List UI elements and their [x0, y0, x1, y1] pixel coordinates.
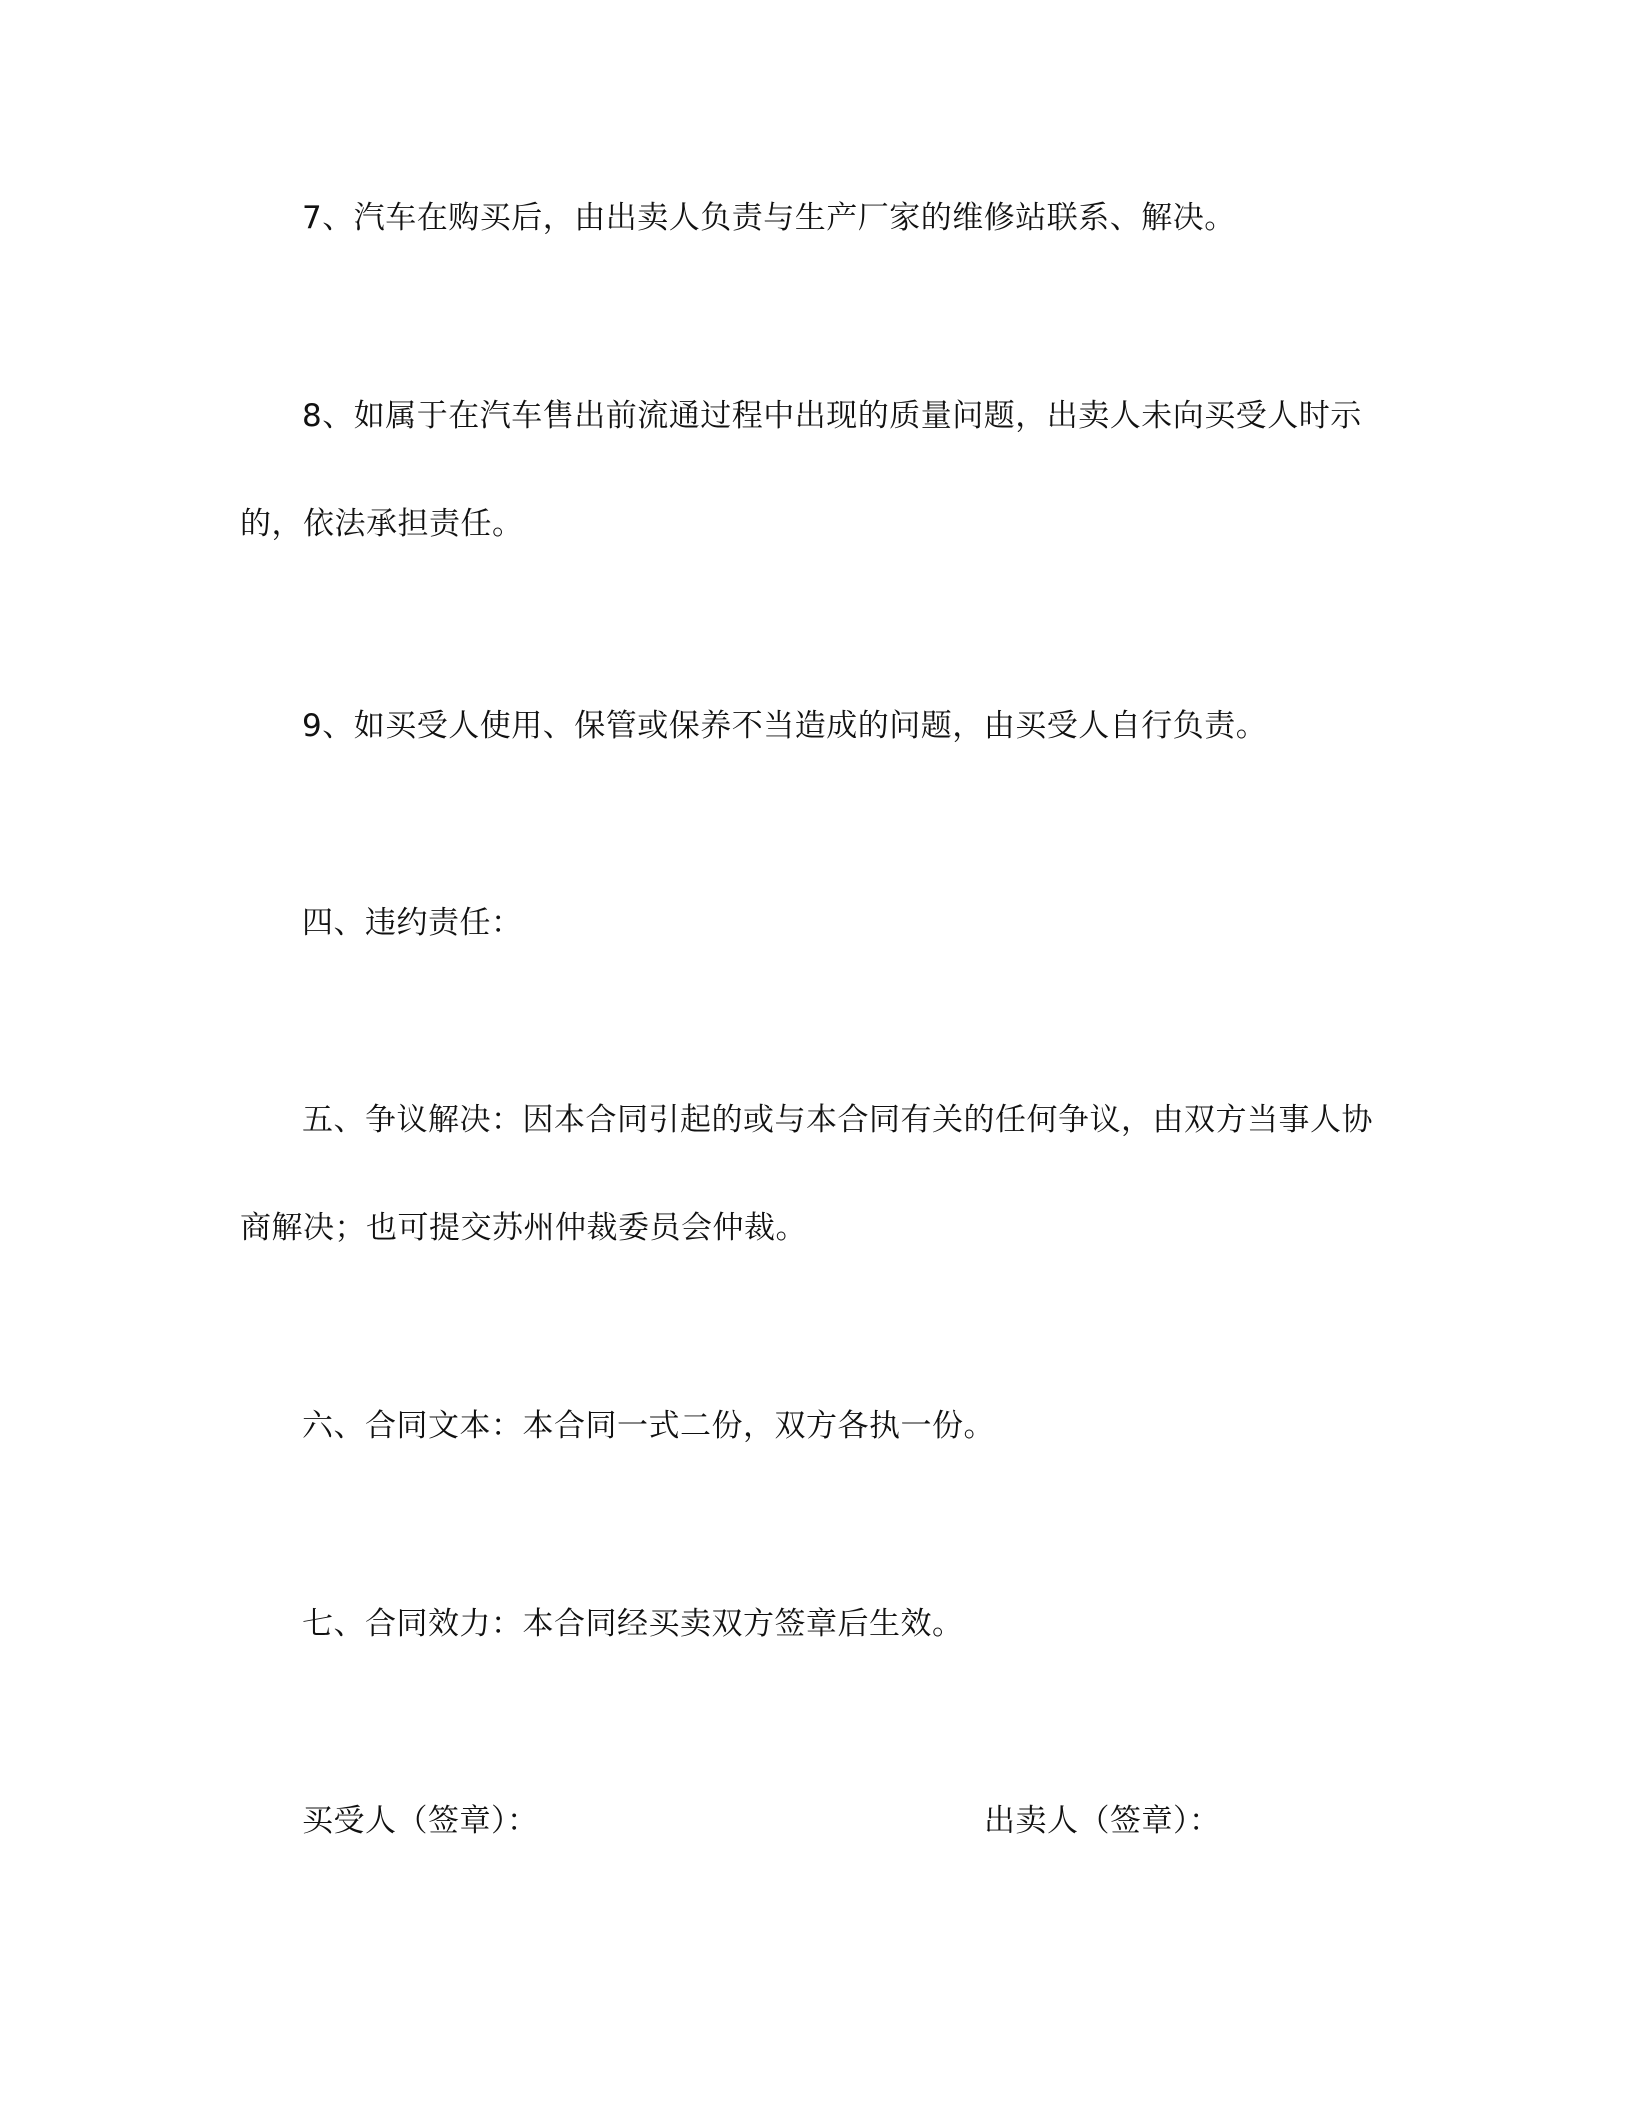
clause-9: 9、如买受人使用、保管或保养不当造成的问题，由买受人自行负责。 [302, 708, 1268, 744]
buyer-signature-label: 买受人（签章）： [302, 1803, 539, 1839]
section-breach-liability: 四、违约责任： [302, 905, 523, 941]
section-dispute-line-2: 商解决；也可提交苏州仲裁委员会仲裁。 [240, 1210, 807, 1246]
clause-7: 7、汽车在购买后，由出卖人负责与生产厂家的维修站联系、解决。 [302, 200, 1236, 236]
section-dispute-line-1: 五、争议解决：因本合同引起的或与本合同有关的任何争议，由双方当事人协 [302, 1102, 1373, 1138]
section-contract-copies: 六、合同文本：本合同一式二份，双方各执一份。 [302, 1408, 995, 1444]
clause-8-line-1: 8、如属于在汽车售出前流通过程中出现的质量问题，出卖人未向买受人时示 [302, 398, 1362, 434]
seller-signature-label: 出卖人（签章）： [984, 1803, 1221, 1839]
clause-8-line-2: 的，依法承担责任。 [240, 506, 524, 542]
section-contract-effect: 七、合同效力：本合同经买卖双方签章后生效。 [302, 1606, 964, 1642]
